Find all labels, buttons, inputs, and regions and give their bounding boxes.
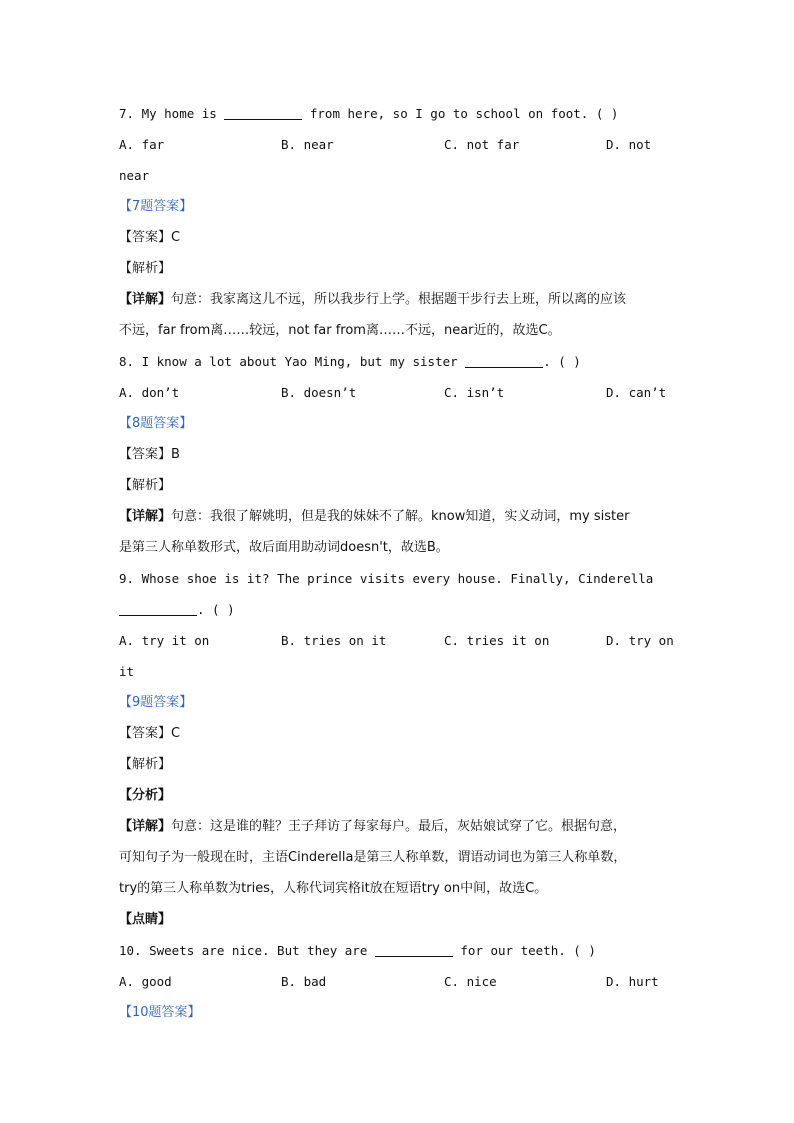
q9-blank: [119, 601, 197, 616]
q9-answer: 【答案】C: [119, 726, 181, 741]
q10-option-c: C. nice: [444, 974, 497, 989]
q7-text-post: from here, so I go to school on foot. ( ): [302, 106, 619, 121]
q8-detail-line-1: [119, 501, 679, 532]
q9-dianjing-label: 【点睛】: [119, 912, 172, 927]
q8-option-c: C. isn’t: [444, 385, 505, 400]
q10-text-post: for our teeth. ( ): [452, 943, 596, 958]
q7-detail-text-1: 句意：我家离这儿不远，所以我步行上学。根据题干步行去上班，所以离的应该: [171, 292, 627, 307]
q9-analysis-label: 【解析】: [119, 757, 172, 772]
q10-text-pre: 10. Sweets are nice. But they are: [119, 943, 375, 958]
q9-text-post: . ( ): [197, 602, 235, 617]
q8-answer-heading: 【8题答案】: [119, 416, 193, 431]
q8-options: [119, 377, 679, 408]
q9-option-d: D. try on: [606, 633, 674, 648]
q10-option-b: B. bad: [281, 974, 327, 989]
q7-detail-line-1: [119, 284, 679, 315]
q8-text-post: . ( ): [543, 354, 581, 369]
q9-detail-label: 【详解】: [119, 819, 172, 834]
q7-detail-line-2: 不远，far from离……较远，not far from离……不远，near近的，故选C。: [119, 323, 561, 338]
q9-fenxi-label: 【分析】: [119, 788, 172, 803]
q9-option-c: C. tries it on: [444, 633, 550, 648]
q7-answer: 【答案】C: [119, 230, 181, 245]
document-page: [119, 98, 679, 1028]
q7-blank: [224, 105, 302, 120]
q7-option-b: B. near: [281, 137, 334, 152]
q9-detail-line-3: try的第三人称单数为tries，人称代词宾格it放在短语try on中间，故选C。: [119, 881, 548, 896]
q10-option-a: A. good: [119, 974, 172, 989]
q9-detail-text-1: 句意：这是谁的鞋？王子拜访了每家每户。最后，灰姑娘试穿了它。根据句意，: [171, 819, 627, 834]
q7-detail-label: 【详解】: [119, 292, 172, 307]
q7-option-c: C. not far: [444, 137, 520, 152]
q8-option-b: B. doesn’t: [281, 385, 357, 400]
q9-detail-line-1: [119, 811, 679, 842]
q8-option-d: D. can’t: [606, 385, 667, 400]
q10-answer-heading: 【10题答案】: [119, 1005, 201, 1020]
q8-option-a: A. don’t: [119, 385, 180, 400]
q8-answer: 【答案】B: [119, 447, 180, 462]
q7-answer-heading: 【7题答案】: [119, 199, 193, 214]
q10-options: [119, 966, 679, 997]
q7-options: [119, 129, 679, 160]
question-9-line-2: [119, 594, 679, 625]
question-8: [119, 346, 679, 377]
question-10: [119, 935, 679, 966]
q7-option-a: A. far: [119, 137, 165, 152]
question-7: [119, 98, 679, 129]
q7-option-wrap: near: [119, 168, 150, 183]
q10-blank: [375, 942, 453, 957]
q8-detail-text-1: 句意：我很了解姚明，但是我的妹妹不了解。know知道，实义动词，my sister: [171, 509, 630, 524]
q8-text-pre: 8. I know a lot about Yao Ming, but my sister: [119, 354, 466, 369]
q7-analysis-label: 【解析】: [119, 261, 172, 276]
q9-answer-heading: 【9题答案】: [119, 695, 193, 710]
q9-options: [119, 625, 679, 656]
q9-detail-line-2: 可知句子为一般现在时，主语Cinderella是第三人称单数，谓语动词也为第三人称单数，: [119, 850, 627, 865]
q8-blank: [465, 353, 543, 368]
q8-analysis-label: 【解析】: [119, 478, 172, 493]
q8-detail-label: 【详解】: [119, 509, 172, 524]
q9-option-b: B. tries on it: [281, 633, 387, 648]
q9-option-wrap: it: [119, 664, 135, 679]
q10-option-d: D. hurt: [606, 974, 659, 989]
q7-text-pre: 7. My home is: [119, 106, 225, 121]
q7-option-d: D. not: [606, 137, 652, 152]
q8-detail-line-2: 是第三人称单数形式，故后面用助动词doesn't，故选B。: [119, 540, 449, 555]
q9-option-a: A. try it on: [119, 633, 210, 648]
question-9: 9. Whose shoe is it? The prince visits every house. Finally, Cinderella: [119, 571, 654, 586]
